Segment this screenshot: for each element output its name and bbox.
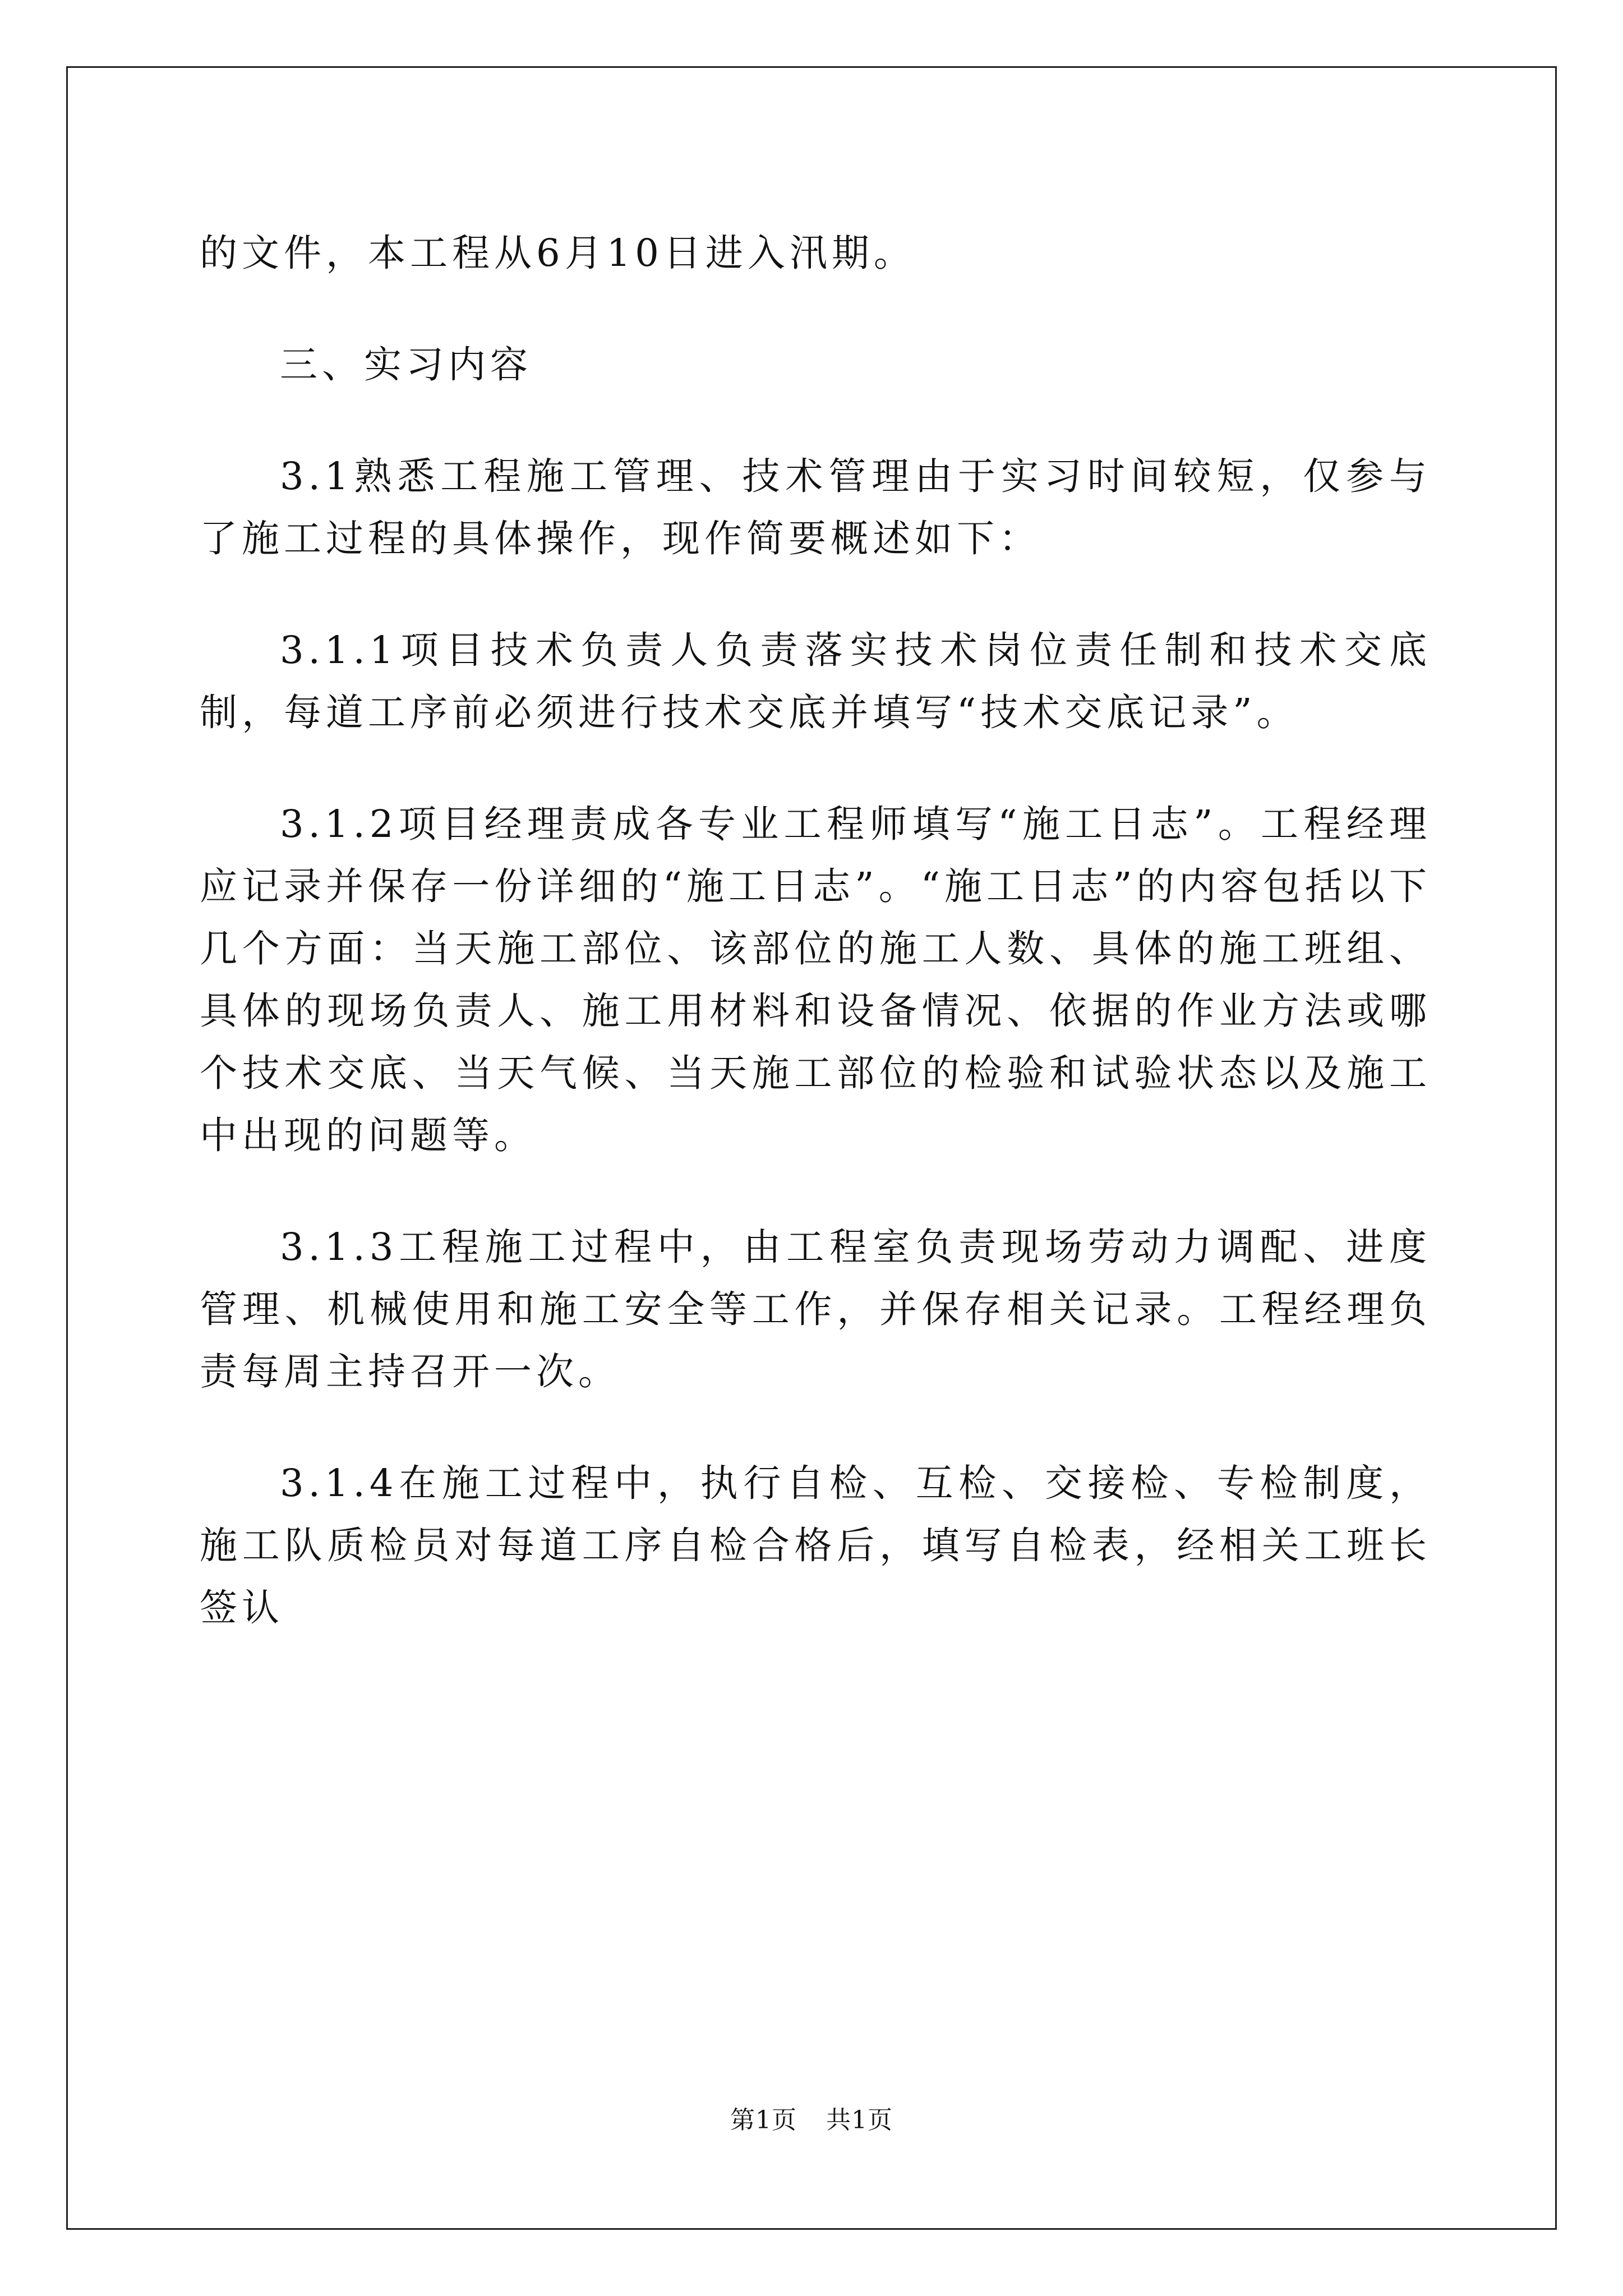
page-number: 第1页	[730, 2106, 797, 2134]
page-footer	[0, 2100, 1623, 2136]
paragraph-continuation: 的文件，本工程从6月10日进入汛期。	[200, 231, 916, 275]
section-heading: 三、实习内容	[280, 343, 532, 386]
paragraph-3-1-1: 3.1.1项目技术负责人负责落实技术岗位责任制和技术交底制，每道工序前必须进行技术交底并填写“技术交底记录”。	[200, 628, 1431, 734]
paragraph-3-1-3: 3.1.3工程施工过程中，由工程室负责现场劳动力调配、进度管理、机械使用和施工安全等工作，并保存相关记录。工程经理负责每周主持召开一次。	[200, 1225, 1431, 1393]
page-total: 共1页	[826, 2106, 893, 2134]
paragraph-3-1-2: 3.1.2项目经理责成各专业工程师填写“施工日志”。工程经理应记录并保存一份详细的“施工日志”。“施工日志”的内容包括以下几个方面：当天施工部位、该部位的施工人数、具体的施工班组、具体的现场负责人、施工用材料和设备情况、依据的作业方法或哪个技术交底、当天气候、当天施工部位的检验和试验状态以及施工中出现的问题等。	[200, 802, 1431, 1157]
paragraph-3-1: 3.1熟悉工程施工管理、技术管理由于实习时间较短，仅参与了施工过程的具体操作，现作简要概述如下：	[200, 454, 1431, 560]
paragraph-3-1-4: 3.1.4在施工过程中，执行自检、互检、交接检、专检制度，施工队质检员对每道工序自检合格后，填写自检表，经相关工班长签认	[200, 1461, 1431, 1630]
document-body	[200, 222, 1431, 1688]
